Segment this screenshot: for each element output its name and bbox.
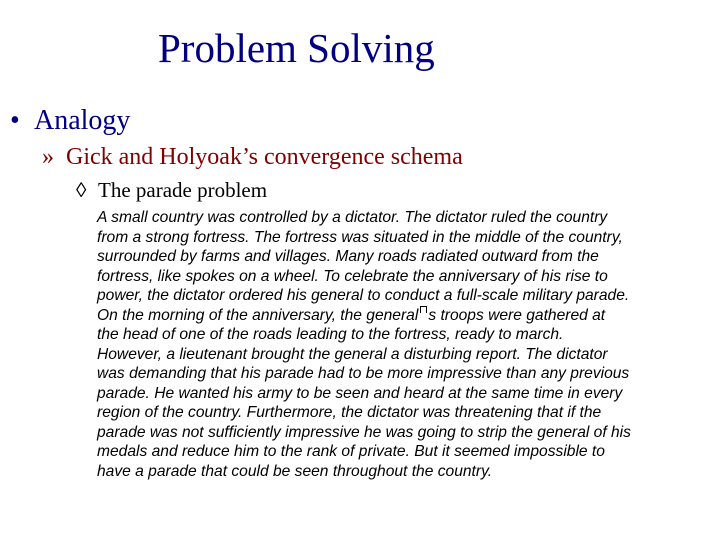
bullet-level1-text: Analogy [34, 105, 131, 136]
story-line: However, a lieutenant brought the general a disturbing report. The dictator [97, 345, 608, 363]
story-line: region of the country. Furthermore, the dictator was threatening that if the [97, 404, 602, 421]
bullet-dot-marker: • [10, 105, 20, 136]
bullet-level1-analogy [10, 104, 130, 138]
bullet-diamond-marker: ◊ [76, 178, 87, 202]
bullet-level3-text: The parade problem [98, 178, 268, 202]
story-line: parade. He wanted his army to be seen and heard at the same time in every [97, 384, 623, 402]
story-line: power, the dictator ordered his general to conduct a full-scale military parade. [97, 287, 630, 304]
story-line-part: On the morning of the anniversary, the general [97, 306, 419, 324]
bullet-guillemet-marker: » [42, 144, 54, 170]
story-line: from a strong fortress. The fortress was situated in the middle of the country, [97, 228, 623, 246]
story-line-part: s troops were gathered at [428, 306, 606, 324]
bullet-level2-text: Gick and Holyoak’s convergence schema [66, 144, 463, 170]
story-line: the head of one of the roads leading to the fortress, ready to march. [97, 326, 564, 343]
story-line: fortress, like spokes on a wheel. To celebrate the anniversary of his rise to [97, 267, 608, 285]
story-line: A small country was controlled by a dictator. The dictator ruled the country [97, 209, 608, 226]
story-line: surrounded by farms and villages. Many roads radiated outward from the [97, 248, 599, 265]
parade-problem-story [97, 208, 717, 481]
story-line: was demanding that his parade had to be more impressive than any previous [97, 365, 630, 382]
story-line: parade was not sufficiently impressive he was going to strip the general of his [97, 423, 631, 441]
story-line-with-glyph [97, 306, 717, 326]
story-line: have a parade that could be seen throughout the country. [97, 462, 493, 480]
slide-title: Problem Solving [158, 25, 435, 71]
bullet-level2-schema [42, 142, 463, 172]
missing-apostrophe-glyph-icon [420, 306, 427, 313]
story-line: medals and reduce him to the rank of private. But it seemed impossible to [97, 443, 605, 460]
bullet-level3-parade [76, 176, 267, 204]
